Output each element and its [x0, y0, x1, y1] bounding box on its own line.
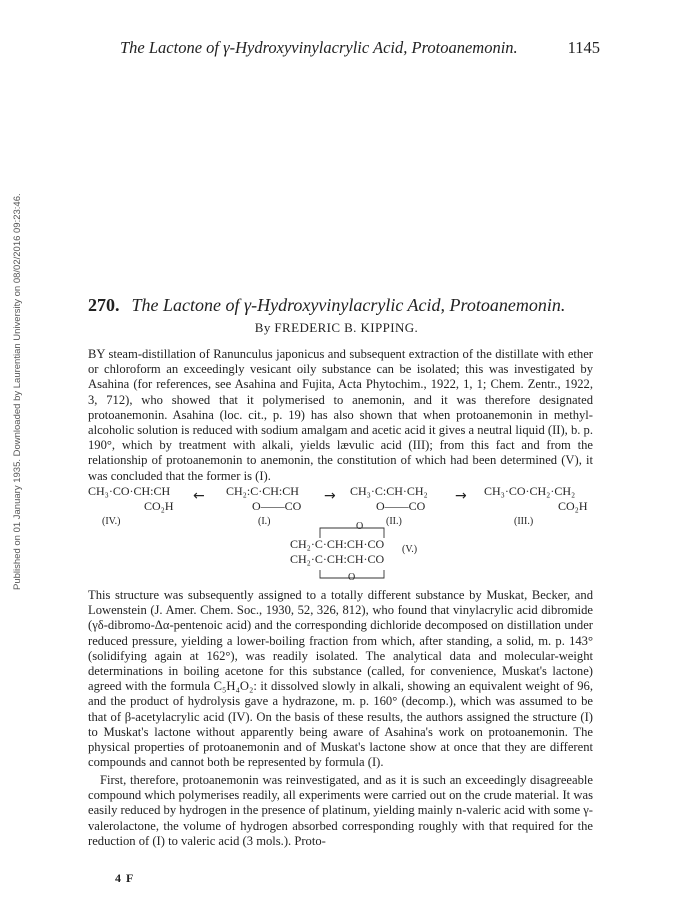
page-number: 1145: [567, 38, 600, 57]
formula-ii: [350, 484, 428, 527]
formula-ii-label: (II.): [386, 516, 402, 527]
formula-v-bottom-oxygen: O: [348, 572, 356, 583]
formula-iii-line2: CO₂H: [558, 499, 588, 513]
publication-sidebar: [0, 0, 24, 912]
signature-mark: 4 F: [115, 871, 135, 885]
formula-v-line1: CH₂·C·CH:CH·CO: [290, 537, 385, 551]
arrow-left: ←: [193, 488, 205, 504]
arrow-right-2: →: [455, 488, 467, 504]
formula-iv-line2: CO₂H: [144, 499, 174, 513]
running-title: The Lactone of γ-Hydroxyvinylacrylic Acid, Protoanemonin.: [120, 38, 518, 57]
article-number: 270.: [88, 295, 120, 315]
formula-iii-label: (III.): [514, 516, 534, 527]
paragraph-3: First, therefore, protoanemonin was reinvestigated, and as it is such an exceedingly disagreeable compound which polymerises readily, all experiments were carried out on the crude material. It was easily reduced by hydrogen in the presence of platinum, yielding mainly n-valeric acid with some γ-valerolactone, the volume of hydrogen absorbed corresponding roughly with that required for the reduction of (I) to valeric acid (3 mols.). Proto-: [88, 773, 593, 848]
byline: By FREDERIC B. KIPPING.: [254, 320, 419, 335]
article-title-text: The Lactone of γ-Hydroxyvinylacrylic Acid, Protoanemonin.: [131, 295, 566, 315]
formula-iv-label: (IV.): [102, 516, 121, 527]
paragraph-1: BY steam-distillation of Ranunculus japonicus and subsequent extraction of the distillate with ether or chloroform an exceedingly vesicant oily substance can be isolated; this was investigated by Asahina (for references, see Asahina and Fujita, Acta Phytochim., 1922, 1, 1; Chem. Zentr., 1922, 3, 712), who showed that it polymerised to anemonin, and it was therefore designated protoanemonin. Asahina (loc. cit., p. 19) has also shown that when protoanemonin in methyl-alcoholic solution is reduced with sodium amalgam and acetic acid it gives a neutral liquid (II), b. p. 190°, which by treatment with alkali, yields lævulic acid (III); from this fact and from the relationship of protoanemonin to anemonin, the constitution of which had been determined (V), it was concluded that the former is (I).: [88, 347, 594, 483]
formula-iv: [88, 484, 174, 527]
formula-ii-line1: CH₃·C:CH·CH₂: [350, 484, 428, 498]
paragraph-2: This structure was subsequently assigned to a totally different substance by Muskat, Becker, and Lowenstein (J. Amer. Chem. Soc., 1930, 52, 326, 812), who found that vinylacrylic acid dibromide (γδ-dibromo-Δα-pentenoic acid) and the corresponding dichloride decomposed on distillation under reduced pressure, yielding a lower-boiling fraction from which, after standing, a solid, m. p. 143° (solidifying again at 162°), was readily isolated. The analytical data and molecular-weight determinations in boiling acetone for this substance (called, for convenience, Muskat's lactone) agreed with the formula C₅H₄O₂: it dissolved slowly in alkali, showing an equivalent weight of 96, and the product of hydrolysis gave a hydrazone, m. p. 160° (decomp.), which was assumed to be that of β-acetylacrylic acid (IV). On the basis of these results, the authors assigned the structure (I) to Muskat's lactone without apparently being aware of Asahina's work on protoanemonin. The physical properties of protoanemonin and of Muskat's lactone show at once that they are different compounds and cannot both be represented by formula (I).: [88, 588, 593, 770]
formula-i-line2: O——CO: [252, 499, 302, 513]
formula-ii-line2: O——CO: [376, 499, 426, 513]
formula-i-label: (I.): [258, 516, 271, 527]
formula-v-label: (V.): [402, 544, 418, 555]
formula-iii-line1: CH₃·CO·CH₂·CH₂: [484, 484, 576, 498]
formula-iv-line1: CH₃·CO·CH:CH: [88, 484, 171, 498]
formula-iii: [484, 484, 588, 527]
formula-i: [226, 484, 302, 527]
formula-i-line1: CH₂:C·CH:CH: [226, 484, 299, 498]
formula-v-top-oxygen: O: [356, 521, 364, 532]
arrow-right-1: →: [324, 488, 336, 504]
download-notice: Published on 01 January 1935. Downloaded by Laurentian University on 08/02/2016 09:23:46.: [12, 193, 23, 590]
formula-v-line2: CH₂·C·CH:CH·CO: [290, 552, 385, 566]
running-header: [120, 38, 600, 58]
article-title: [88, 295, 608, 316]
